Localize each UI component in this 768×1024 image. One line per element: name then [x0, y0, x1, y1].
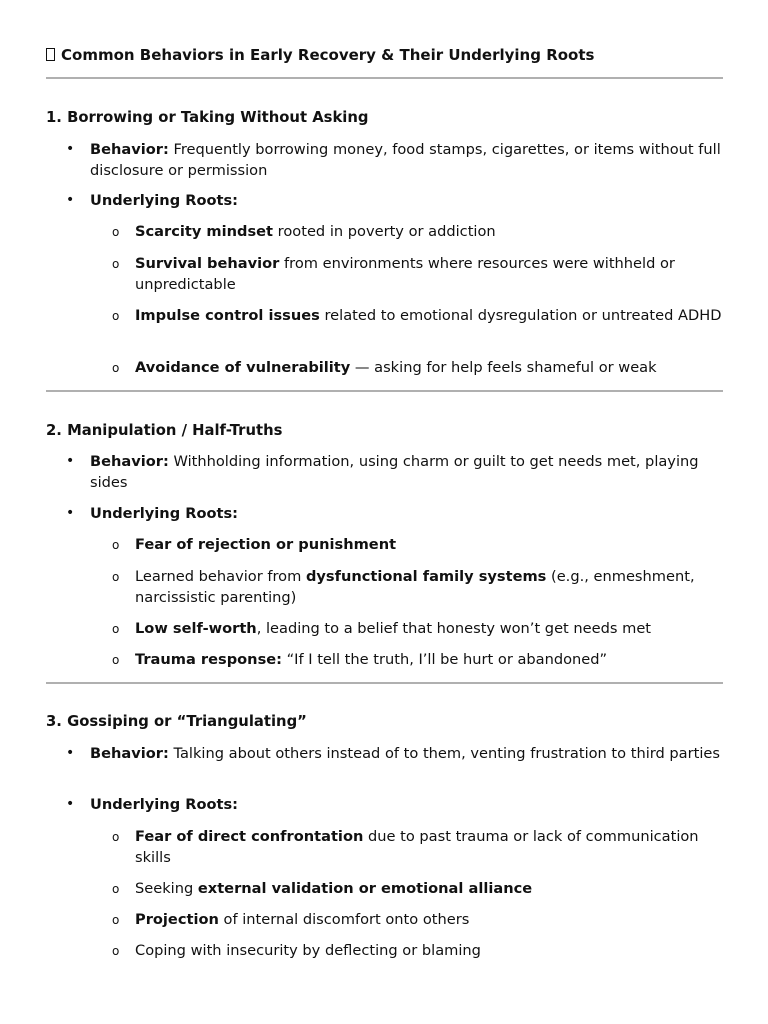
root-text-post: “If I tell the truth, I’ll be hurt or abandoned”	[281, 651, 608, 668]
title-text: Common Behaviors in Early Recovery & Their Underlying Roots	[61, 46, 595, 64]
section-heading: 1. Borrowing or Taking Without Asking	[46, 109, 369, 126]
circle-bullet-icon: o	[112, 913, 120, 927]
root-item	[112, 618, 725, 639]
root-item	[112, 649, 725, 670]
missing-glyph-icon	[46, 48, 55, 61]
circle-bullet-icon: o	[112, 944, 120, 958]
root-item	[112, 566, 725, 608]
root-text-bold: Trauma response:	[135, 651, 282, 668]
circle-bullet-icon: o	[112, 830, 120, 844]
section-heading: 2. Manipulation / Half-Truths	[46, 422, 283, 439]
root-text-post: , leading to a belief that honesty won’t get needs met	[256, 620, 652, 637]
root-item	[112, 909, 725, 930]
divider	[46, 390, 723, 392]
root-text-pre: Coping with insecurity by deflecting or blaming	[135, 942, 481, 959]
root-item	[112, 878, 725, 899]
behavior-label: Behavior:	[90, 745, 169, 762]
behavior-text: Talking about others instead of to them, venting frustration to third parties	[168, 745, 720, 762]
root-text-bold: Impulse control issues	[135, 307, 320, 324]
bullet-icon: •	[66, 192, 75, 208]
root-text-pre: Learned behavior from	[135, 568, 306, 585]
circle-bullet-icon: o	[112, 622, 120, 636]
root-text-bold: Low self-worth	[135, 620, 257, 637]
divider	[46, 77, 723, 79]
root-item	[112, 940, 725, 961]
circle-bullet-icon: o	[112, 361, 120, 375]
root-item	[112, 253, 725, 295]
behavior-label: Behavior:	[90, 453, 169, 470]
root-text-post: due to past trauma or lack of communication skills	[135, 828, 699, 866]
roots-label: Underlying Roots:	[90, 796, 239, 813]
roots-item	[66, 503, 726, 524]
circle-bullet-icon: o	[112, 309, 120, 323]
root-item	[112, 305, 725, 326]
root-text-pre: Seeking	[135, 880, 198, 897]
root-text-post: from environments where resources were withheld or unpredictable	[135, 255, 675, 293]
circle-bullet-icon: o	[112, 653, 120, 667]
bullet-icon: •	[66, 745, 75, 761]
bullet-icon: •	[66, 796, 75, 812]
root-item	[112, 221, 725, 242]
root-text-post: related to emotional dysregulation or untreated ADHD	[319, 307, 722, 324]
root-item	[112, 534, 725, 555]
bullet-icon: •	[66, 505, 75, 521]
behavior-item	[66, 743, 726, 764]
root-text-bold: dysfunctional family systems	[305, 568, 547, 585]
divider	[46, 682, 723, 684]
root-text-post: — asking for help feels shameful or weak	[350, 359, 657, 376]
root-text-bold: external validation or emotional alliance	[197, 880, 533, 897]
roots-item	[66, 190, 726, 211]
root-item	[112, 357, 725, 378]
circle-bullet-icon: o	[112, 882, 120, 896]
bullet-icon: •	[66, 141, 75, 157]
root-text-bold: Fear of rejection or punishment	[135, 536, 397, 553]
roots-item	[66, 794, 726, 815]
root-item	[112, 826, 725, 868]
circle-bullet-icon: o	[112, 538, 120, 552]
root-text-post: (e.g., enmeshment, narcissistic parenting)	[135, 568, 695, 606]
behavior-item	[66, 139, 726, 181]
section-heading: 3. Gossiping or “Triangulating”	[46, 713, 307, 730]
root-text-bold: Avoidance of vulnerability	[135, 359, 351, 376]
circle-bullet-icon: o	[112, 257, 120, 271]
document-title	[46, 44, 726, 66]
root-text-bold: Scarcity mindset	[135, 223, 274, 240]
circle-bullet-icon: o	[112, 225, 120, 239]
root-text-bold: Fear of direct confrontation	[135, 828, 364, 845]
bullet-icon: •	[66, 453, 75, 469]
behavior-text: Frequently borrowing money, food stamps, cigarettes, or items without full disclosure or permission	[90, 141, 721, 179]
behavior-item	[66, 451, 726, 493]
root-text-post: of internal discomfort onto others	[218, 911, 470, 928]
behavior-label: Behavior:	[90, 141, 169, 158]
behavior-text: Withholding information, using charm or guilt to get needs met, playing sides	[90, 453, 699, 491]
roots-label: Underlying Roots:	[90, 192, 239, 209]
root-text-bold: Survival behavior	[135, 255, 280, 272]
root-text-bold: Projection	[135, 911, 219, 928]
circle-bullet-icon: o	[112, 570, 120, 584]
roots-label: Underlying Roots:	[90, 505, 239, 522]
root-text-post: rooted in poverty or addiction	[273, 223, 496, 240]
